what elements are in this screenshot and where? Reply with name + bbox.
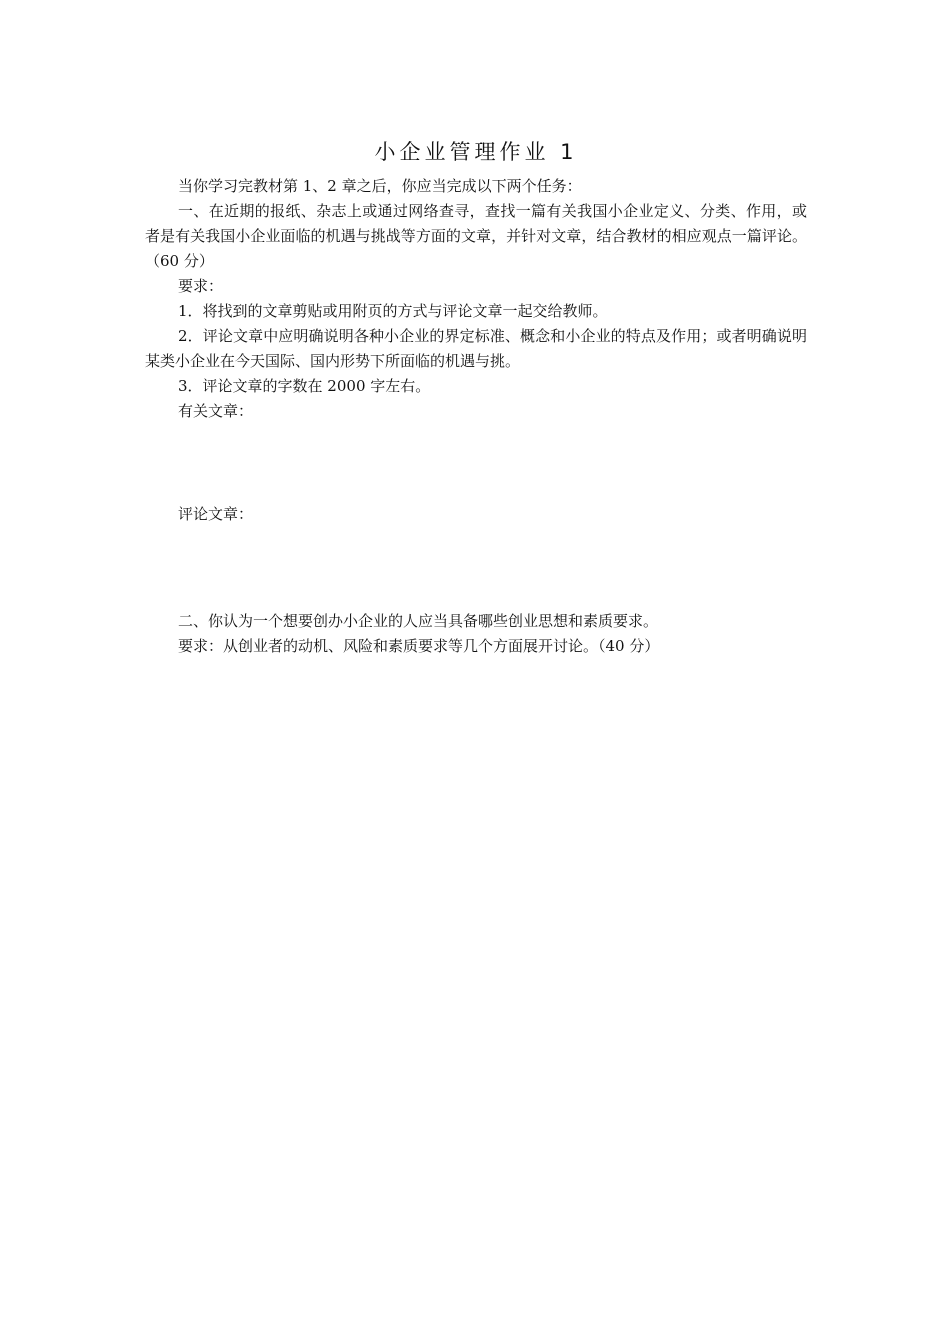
related-article-label: 有关文章： (178, 402, 254, 420)
document-title: 小企业管理作业 1 (374, 140, 578, 164)
document-page (145, 136, 807, 659)
requirements-label: 要求： (178, 277, 224, 295)
task-two-requirement: 要求：从创业者的动机、风险和素质要求等几个方面展开讨论。（40 分） (178, 637, 660, 655)
intro-paragraph: 当你学习完教材第 1、2 章之后，你应当完成以下两个任务： (178, 177, 582, 195)
task-one-paragraph: 一、在近期的报纸、杂志上或通过网络查寻，查找一篇有关我国小企业定义、分类、作用，或者是有关我国小企业面临的机遇与挑战等方面的文章，并针对文章，结合教材的相应观点一篇评论。（60 分） (145, 202, 807, 270)
related-article-space (145, 424, 807, 502)
requirement-two: 2．评论文章中应明确说明各种小企业的界定标准、概念和小企业的特点及作用；或者明确说明某类小企业在今天国际、国内形势下所面临的机遇与挑。 (145, 327, 807, 370)
task-two-paragraph: 二、你认为一个想要创办小企业的人应当具备哪些创业思想和素质要求。 (178, 612, 659, 630)
requirement-three: 3．评论文章的字数在 2000 字左右。 (178, 377, 431, 395)
review-article-space (145, 527, 807, 609)
requirement-one: 1．将找到的文章剪贴或用附页的方式与评论文章一起交给教师。 (178, 302, 608, 320)
review-article-label: 评论文章： (178, 505, 254, 523)
